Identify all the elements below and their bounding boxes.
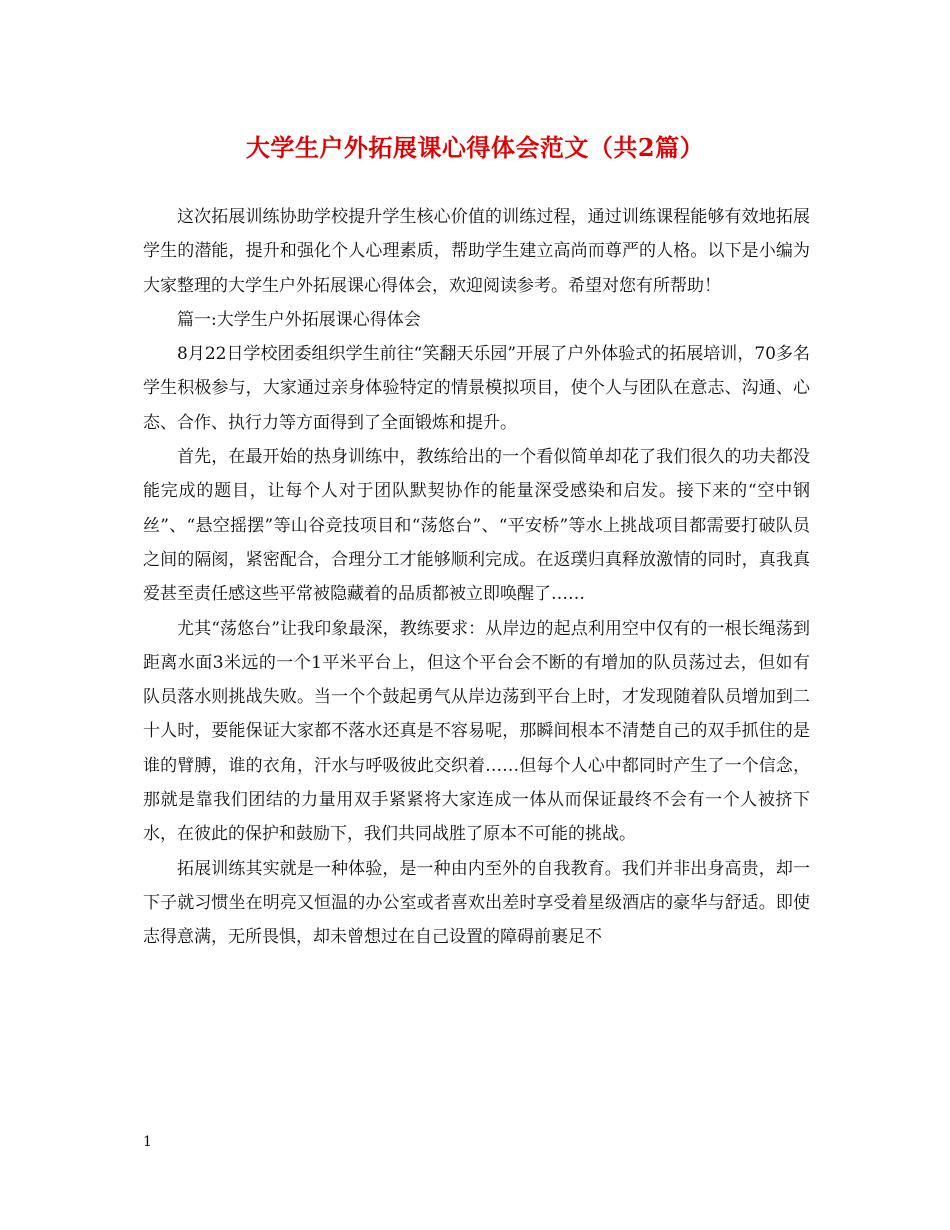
page-number: 1 [143, 1134, 152, 1150]
paragraph: 首先，在最开始的热身训练中，教练给出的一个看似简单却花了我们很久的功夫都没能完成的题目，让每个人对于团队默契协作的能量深受感染和启发。接下来的“空中钢丝”、“悬空摇摆”等山谷竞技项目和“荡悠台”、“平安桥”等水上挑战项目都需要打破队员之间的隔阂，紧密配合，合理分工才能够顺利完成。在返璞归真释放激情的同时，真我真爱甚至责任感这些平常被隐藏着的品质都被立即唤醒了…… [143, 447, 810, 605]
paragraph: 尤其“荡悠台”让我印象最深，教练要求：从岸边的起点利用空中仅有的一根长绳荡到距离水面3米远的一个1平米平台上，但这个平台会不断的有增加的队员荡过去，但如有队员落水则挑战失败。当一个个鼓起勇气从岸边荡到平台上时，才发现随着队员增加到二十人时，要能保证大家都不落水还真是不容易呢，那瞬间根本不清楚自己的双手抓住的是谁的臂膊，谁的衣角，汗水与呼吸彼此交织着……但每个人心中都同时产生了一个信念，那就是靠我们团结的力量用双手紧紧将大家连成一体从而保证最终不会有一个人被挤下水，在彼此的保护和鼓励下，我们共同战胜了原本不可能的挑战。 [143, 618, 810, 845]
paragraph-section-heading: 篇一:大学生户外拓展课心得体会 [177, 309, 421, 330]
paragraph-intro: 这次拓展训练协助学校提升学生核心价值的训练过程，通过训练课程能够有效地拓展学生的潜能，提升和强化个人心理素质，帮助学生建立高尚而尊严的人格。以下是小编为大家整理的大学生户外拓展课心得体会，欢迎阅读参考。希望对您有所帮助！ [143, 207, 810, 296]
document-title: 大学生户外拓展课心得体会范文（共2篇） [245, 133, 705, 162]
document-body [143, 200, 810, 955]
paragraph: 拓展训练其实就是一种体验，是一种由内至外的自我教育。我们并非出身高贵，却一下子就习惯坐在明亮又恒温的办公室或者喜欢出差时享受着星级酒店的豪华与舒适。即使志得意满，无所畏惧，却未曾想过在自己设置的障碍前裹足不 [143, 858, 810, 948]
paragraph: 8月22日学校团委组织学生前往“笑翻天乐园”开展了户外体验式的拓展培训，70多名学生积极参与，大家通过亲身体验特定的情景模拟项目，使个人与团队在意志、沟通、心态、合作、执行力等方面得到了全面锻炼和提升。 [143, 344, 810, 433]
